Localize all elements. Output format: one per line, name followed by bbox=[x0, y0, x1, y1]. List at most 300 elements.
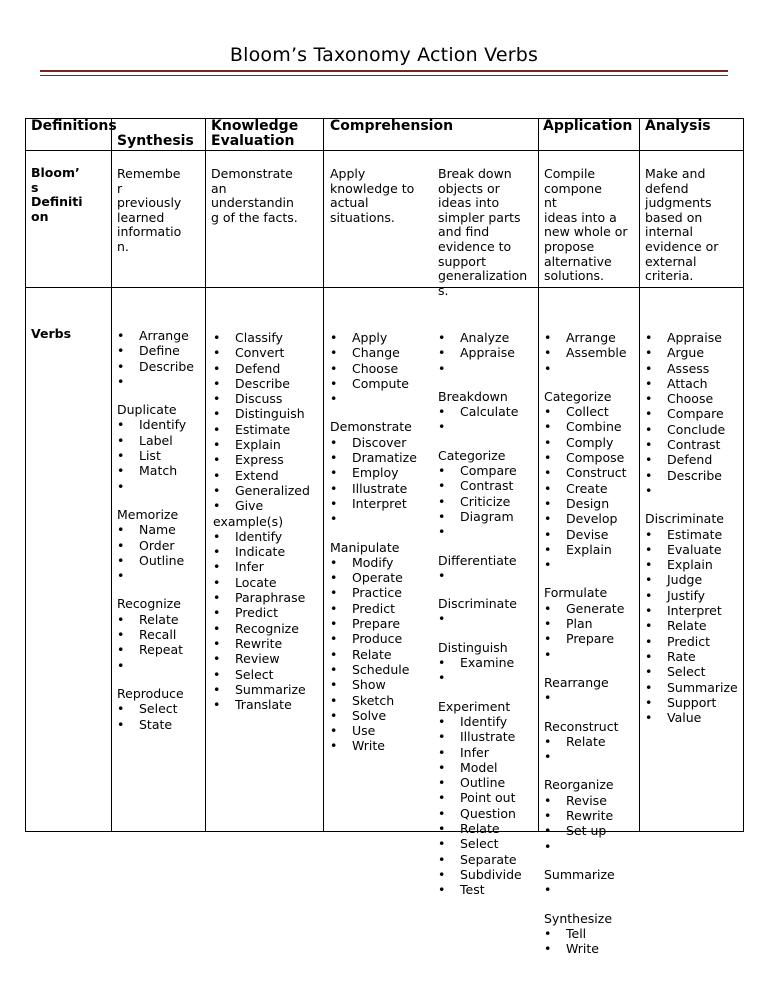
bullet-icon: • bbox=[438, 611, 446, 627]
bullet-icon: • bbox=[544, 749, 552, 765]
bullet-icon: • bbox=[213, 620, 221, 636]
verb-text: Judge bbox=[667, 572, 703, 588]
verb-text: Describe bbox=[235, 375, 290, 391]
verb-list-item bbox=[438, 478, 522, 493]
bullet-icon: • bbox=[544, 480, 552, 496]
definition-line: previously bbox=[117, 195, 182, 211]
bullet-icon: • bbox=[213, 574, 221, 590]
list-gap bbox=[544, 662, 627, 675]
verb-text: Support bbox=[667, 694, 717, 710]
verb-text: Infer bbox=[235, 559, 264, 575]
verb-list-item bbox=[544, 601, 627, 616]
verb-list-item bbox=[438, 330, 522, 345]
verb-list-item bbox=[544, 616, 627, 631]
verb-list-item bbox=[330, 450, 417, 465]
verb-list-item bbox=[330, 496, 417, 511]
bullet-icon: • bbox=[544, 404, 552, 420]
verb-text: Summarize bbox=[667, 679, 738, 695]
list-gap bbox=[544, 898, 627, 911]
verb-list-item bbox=[117, 374, 194, 389]
verb-list-item bbox=[213, 330, 310, 345]
verb-list-item bbox=[645, 452, 738, 467]
verb-list-item bbox=[438, 494, 522, 509]
column-divider bbox=[538, 118, 539, 832]
verb-list-synthesis bbox=[117, 328, 194, 732]
bullet-icon: • bbox=[645, 679, 653, 695]
verb-text: State bbox=[139, 716, 173, 732]
verb-text: Select bbox=[139, 701, 178, 717]
bullet-icon: • bbox=[330, 661, 338, 677]
verb-list-item bbox=[117, 658, 194, 673]
verb-text: Select bbox=[667, 664, 706, 680]
verb-list-item bbox=[544, 465, 627, 480]
verb-list-item bbox=[645, 542, 738, 557]
definition-line: evidence or bbox=[645, 238, 719, 254]
verb-text: Relate bbox=[139, 611, 179, 627]
bullet-icon: • bbox=[645, 437, 653, 453]
verb-text: Describe bbox=[139, 358, 194, 374]
verb-list-item bbox=[438, 361, 522, 376]
verb-text: Modify bbox=[352, 554, 394, 570]
verb-text: Choose bbox=[352, 360, 399, 376]
bullet-icon: • bbox=[213, 360, 221, 376]
verb-text: Predict bbox=[667, 633, 711, 649]
bullet-icon: • bbox=[330, 375, 338, 391]
bullet-icon: • bbox=[544, 526, 552, 542]
verb-list-item bbox=[544, 882, 627, 897]
definition-line: n. bbox=[117, 238, 129, 254]
verb-list-item bbox=[645, 468, 738, 483]
list-gap bbox=[117, 673, 194, 686]
verb-list-item bbox=[213, 559, 310, 574]
verb-text: Justify bbox=[667, 587, 706, 603]
verb-text: Name bbox=[139, 522, 176, 538]
verb-list-item bbox=[213, 667, 310, 682]
verb-list-item bbox=[544, 419, 627, 434]
bullet-icon: • bbox=[330, 360, 338, 376]
verb-list-item bbox=[117, 612, 194, 627]
verb-text: Combine bbox=[566, 419, 622, 435]
list-gap bbox=[438, 583, 522, 596]
verb-text: Predict bbox=[235, 605, 279, 621]
definition-line: Apply bbox=[330, 166, 366, 181]
list-gap bbox=[117, 389, 194, 402]
verb-text: Recall bbox=[139, 627, 177, 643]
verb-list-item bbox=[117, 538, 194, 553]
verb-text: Generate bbox=[566, 600, 625, 616]
verb-group-label: Categorize bbox=[438, 447, 506, 463]
verb-text: Change bbox=[352, 345, 400, 361]
bullet-icon: • bbox=[213, 375, 221, 391]
bullet-icon: • bbox=[544, 495, 552, 511]
definition-line: Remembe bbox=[117, 166, 181, 181]
bullet-icon: • bbox=[213, 421, 221, 437]
bullet-icon: • bbox=[117, 448, 125, 464]
verb-group-label: Summarize bbox=[544, 866, 615, 882]
verb-list-item bbox=[330, 361, 417, 376]
verb-text: Explain bbox=[235, 437, 281, 453]
verb-text: Sketch bbox=[352, 692, 395, 708]
bullet-icon: • bbox=[330, 330, 338, 345]
verb-list-item bbox=[117, 553, 194, 568]
verb-text: Translate bbox=[235, 697, 292, 713]
bullet-icon: • bbox=[213, 605, 221, 621]
verb-list-item bbox=[117, 463, 194, 478]
column-divider bbox=[743, 118, 744, 832]
verb-list-item bbox=[213, 636, 310, 651]
bullet-icon: • bbox=[645, 375, 653, 391]
list-gap bbox=[330, 406, 417, 419]
bullet-icon: • bbox=[330, 345, 338, 361]
definition-line: propose bbox=[544, 238, 595, 254]
bullet-icon: • bbox=[330, 600, 338, 616]
bullet-icon: • bbox=[330, 646, 338, 662]
bullet-icon: • bbox=[645, 648, 653, 664]
verb-text: Evaluate bbox=[667, 541, 722, 557]
verb-list-item bbox=[330, 555, 417, 570]
verb-list-item bbox=[213, 452, 310, 467]
verb-list-item bbox=[213, 468, 310, 483]
verb-list-item bbox=[544, 823, 627, 838]
definition-line: based on bbox=[645, 209, 703, 225]
verb-text: Recognize bbox=[235, 620, 299, 636]
verb-list-item bbox=[544, 345, 627, 360]
bullet-icon: • bbox=[438, 345, 446, 361]
verb-text: Separate bbox=[460, 851, 517, 867]
bullet-icon: • bbox=[213, 482, 221, 498]
verb-group-label: Discriminate bbox=[438, 596, 517, 612]
verb-list-item bbox=[544, 690, 627, 705]
bullet-icon: • bbox=[330, 554, 338, 570]
verb-list-item bbox=[544, 793, 627, 808]
definition-cell-comprehension bbox=[330, 167, 414, 225]
verb-list-item bbox=[117, 417, 194, 432]
verb-list-item bbox=[645, 376, 738, 391]
verb-text: Compute bbox=[352, 375, 410, 391]
verb-list-evaluation bbox=[645, 330, 738, 725]
verb-list-item bbox=[544, 404, 627, 419]
verb-text: Select bbox=[235, 666, 274, 682]
verb-text: Illustrate bbox=[352, 480, 408, 496]
bullet-icon: • bbox=[213, 467, 221, 483]
definition-line: actual bbox=[330, 195, 369, 211]
verb-text: Match bbox=[139, 463, 178, 479]
definition-cell-knowledge bbox=[211, 167, 298, 225]
bullet-icon: • bbox=[117, 522, 125, 538]
definition-line: support bbox=[438, 253, 486, 269]
bullet-icon: • bbox=[438, 567, 446, 583]
definition-row-divider bbox=[25, 287, 744, 288]
verb-list-item bbox=[213, 575, 310, 590]
bullet-icon: • bbox=[117, 358, 125, 374]
verb-text: Develop bbox=[566, 511, 618, 527]
bullet-icon: • bbox=[213, 345, 221, 361]
verb-group-label: Discriminate bbox=[645, 511, 724, 527]
verb-list-item bbox=[330, 465, 417, 480]
column-divider bbox=[205, 118, 206, 832]
verb-text: Appraise bbox=[460, 345, 515, 361]
bullet-icon: • bbox=[645, 587, 653, 603]
verb-list-item bbox=[544, 926, 627, 941]
verb-text: Select bbox=[460, 836, 499, 852]
bullet-icon: • bbox=[438, 360, 446, 376]
verb-list-item bbox=[330, 570, 417, 585]
verb-list-item bbox=[330, 631, 417, 646]
definition-line: Demonstrate bbox=[211, 166, 293, 181]
verb-text: Contrast bbox=[460, 478, 514, 494]
bullet-icon: • bbox=[544, 616, 552, 632]
definition-cell-evaluation bbox=[645, 167, 718, 284]
definition-line: generalization bbox=[438, 268, 528, 284]
verb-text: Estimate bbox=[235, 421, 291, 437]
verb-group-label: Categorize bbox=[544, 388, 612, 404]
verb-list-item bbox=[213, 483, 310, 498]
verb-list-item bbox=[645, 527, 738, 542]
verb-text: Generalized bbox=[235, 482, 310, 498]
verb-list-item bbox=[544, 496, 627, 511]
verb-text: Arrange bbox=[566, 330, 616, 345]
verb-text: Relate bbox=[566, 733, 606, 749]
verb-list-item bbox=[645, 422, 738, 437]
definition-line: understandin bbox=[211, 195, 294, 211]
bullet-icon: • bbox=[645, 618, 653, 634]
verb-list-item bbox=[544, 839, 627, 854]
verb-group-label: Duplicate bbox=[117, 402, 177, 418]
bullet-icon: • bbox=[117, 478, 125, 494]
verb-group-label: Manipulate bbox=[330, 539, 400, 555]
bullet-icon: • bbox=[438, 524, 446, 540]
bullet-icon: • bbox=[438, 744, 446, 760]
verb-list-item bbox=[330, 708, 417, 723]
verb-list-item bbox=[330, 435, 417, 450]
verb-list-item bbox=[330, 616, 417, 631]
bullet-icon: • bbox=[330, 707, 338, 723]
verb-text: Contrast bbox=[667, 437, 721, 453]
verb-text: Estimate bbox=[667, 526, 723, 542]
verb-list-item bbox=[117, 701, 194, 716]
definition-line: alternative bbox=[544, 253, 612, 269]
bullet-icon: • bbox=[438, 805, 446, 821]
verb-text: Conclude bbox=[667, 421, 726, 437]
verb-list-item bbox=[438, 463, 522, 478]
verb-list-item bbox=[438, 670, 522, 685]
bullet-icon: • bbox=[213, 590, 221, 606]
bullet-icon: • bbox=[544, 511, 552, 527]
definition-cell-analysis bbox=[438, 167, 527, 298]
verb-list-item bbox=[645, 603, 738, 618]
verb-text: Devise bbox=[566, 526, 609, 542]
verb-list-item bbox=[544, 527, 627, 542]
verb-list-item bbox=[645, 695, 738, 710]
bullet-icon: • bbox=[330, 391, 338, 407]
verb-text: Diagram bbox=[460, 508, 514, 524]
verb-list-item bbox=[117, 328, 194, 343]
verb-list-item bbox=[330, 376, 417, 391]
verb-list-item bbox=[544, 450, 627, 465]
column-divider bbox=[25, 118, 26, 832]
list-gap bbox=[544, 572, 627, 585]
verb-text: Assess bbox=[667, 360, 710, 376]
verb-list-item bbox=[213, 437, 310, 452]
bullet-icon: • bbox=[213, 666, 221, 682]
bullet-icon: • bbox=[438, 790, 446, 806]
verb-list-item bbox=[438, 611, 522, 626]
verb-text: Extend bbox=[235, 467, 279, 483]
verb-list-item bbox=[645, 406, 738, 421]
list-gap bbox=[544, 854, 627, 867]
bullet-icon: • bbox=[117, 432, 125, 448]
verb-list-item bbox=[330, 662, 417, 677]
bullet-icon: • bbox=[645, 557, 653, 573]
verb-text: Discover bbox=[352, 434, 407, 450]
list-gap bbox=[117, 494, 194, 507]
verb-list-item bbox=[645, 437, 738, 452]
verb-text: Practice bbox=[352, 585, 402, 601]
verb-text: Revise bbox=[566, 792, 607, 808]
verb-text: Outline bbox=[139, 552, 185, 568]
header-definitions: Definitions bbox=[31, 118, 117, 134]
definition-line: Compile bbox=[544, 166, 596, 181]
verb-list-item bbox=[330, 330, 417, 345]
verb-list-item bbox=[544, 330, 627, 345]
verb-list-item bbox=[438, 729, 522, 744]
bullet-icon: • bbox=[330, 450, 338, 466]
bullet-icon: • bbox=[117, 328, 125, 343]
verb-list-item bbox=[544, 749, 627, 764]
bullet-icon: • bbox=[213, 498, 221, 514]
verb-list-item bbox=[117, 433, 194, 448]
verb-list-item bbox=[330, 481, 417, 496]
verb-list-item bbox=[213, 544, 310, 559]
bullet-icon: • bbox=[544, 330, 552, 345]
verb-group-label: Reorganize bbox=[544, 777, 614, 793]
bullet-icon: • bbox=[438, 836, 446, 852]
verb-list-item bbox=[330, 723, 417, 738]
bullet-icon: • bbox=[645, 633, 653, 649]
list-gap bbox=[438, 686, 522, 699]
bullet-icon: • bbox=[438, 866, 446, 882]
bullet-icon: • bbox=[438, 419, 446, 435]
definition-cell-synthesis bbox=[117, 167, 181, 255]
verb-text: Schedule bbox=[352, 661, 410, 677]
verb-list-item bbox=[645, 345, 738, 360]
verb-text: Attach bbox=[667, 375, 708, 391]
bullet-icon: • bbox=[645, 406, 653, 422]
verb-text: Compare bbox=[460, 463, 517, 479]
verb-text: Criticize bbox=[460, 493, 511, 509]
verb-list-item bbox=[330, 677, 417, 692]
verb-text: Subdivide bbox=[460, 866, 522, 882]
verb-text: Rewrite bbox=[235, 635, 283, 651]
verb-text: Write bbox=[352, 738, 386, 754]
header-row-divider bbox=[25, 150, 744, 151]
verb-text: Illustrate bbox=[460, 729, 516, 745]
definition-line: nt bbox=[544, 195, 557, 211]
verb-list-item bbox=[544, 647, 627, 662]
verb-text: Relate bbox=[667, 618, 707, 634]
verb-list-item bbox=[438, 821, 522, 836]
verb-list-item bbox=[544, 542, 627, 557]
bullet-icon: • bbox=[438, 493, 446, 509]
verb-list-item bbox=[213, 590, 310, 605]
verb-list-item bbox=[213, 605, 310, 620]
bullet-icon: • bbox=[117, 701, 125, 717]
verb-list-item bbox=[544, 941, 627, 956]
bullet-icon: • bbox=[544, 631, 552, 647]
verb-text: Define bbox=[139, 343, 180, 359]
list-gap bbox=[544, 376, 627, 389]
verb-list-item bbox=[117, 359, 194, 374]
bullet-icon: • bbox=[544, 838, 552, 854]
page-title: Bloom’s Taxonomy Action Verbs bbox=[229, 44, 539, 66]
verb-group-label: Memorize bbox=[117, 506, 179, 522]
header-knowledge: Knowledge bbox=[211, 118, 299, 134]
row-label-line: s bbox=[31, 179, 39, 195]
verb-list-item bbox=[117, 479, 194, 494]
bullet-icon: • bbox=[330, 465, 338, 481]
verb-list-item bbox=[213, 498, 310, 513]
bullet-icon: • bbox=[544, 541, 552, 557]
verb-text: Examine bbox=[460, 655, 515, 671]
verb-text: Discuss bbox=[235, 391, 283, 407]
bullet-icon: • bbox=[645, 710, 653, 726]
verb-list-item bbox=[438, 836, 522, 851]
bullet-icon: • bbox=[330, 570, 338, 586]
verb-text: Point out bbox=[460, 790, 516, 806]
verb-text: Rate bbox=[667, 648, 696, 664]
verb-list-item bbox=[544, 435, 627, 450]
verb-text: Tell bbox=[566, 925, 587, 941]
bullet-icon: • bbox=[645, 330, 653, 345]
verb-text: Explain bbox=[667, 557, 713, 573]
verb-list-item bbox=[544, 481, 627, 496]
verb-list-item bbox=[438, 345, 522, 360]
row-label-line: Definiti bbox=[31, 194, 83, 210]
definition-line: Make and bbox=[645, 166, 706, 181]
verb-list-item bbox=[330, 738, 417, 753]
definition-line: situations. bbox=[330, 209, 395, 225]
verb-text: Give bbox=[235, 498, 264, 514]
verb-list-item bbox=[213, 529, 310, 544]
verb-text: Use bbox=[352, 723, 376, 739]
verb-list-item bbox=[544, 557, 627, 572]
verb-list-item bbox=[645, 572, 738, 587]
definition-line: g of the facts. bbox=[211, 209, 298, 225]
list-gap bbox=[330, 527, 417, 540]
verb-list-item bbox=[330, 647, 417, 662]
bullet-icon: • bbox=[213, 559, 221, 575]
verb-text: Argue bbox=[667, 345, 705, 361]
verb-text: Distinguish bbox=[235, 406, 305, 422]
verb-group-label: Distinguish bbox=[438, 639, 508, 655]
bullet-icon: • bbox=[117, 373, 125, 389]
verb-text: Set up bbox=[566, 823, 607, 839]
bullet-icon: • bbox=[645, 452, 653, 468]
bullet-icon: • bbox=[213, 452, 221, 468]
bullet-icon: • bbox=[544, 882, 552, 898]
definition-line: compone bbox=[544, 180, 602, 196]
definition-line: new whole or bbox=[544, 224, 628, 240]
bullet-icon: • bbox=[645, 345, 653, 361]
list-gap bbox=[438, 376, 522, 389]
bullet-icon: • bbox=[544, 600, 552, 616]
verb-group-label: Reproduce bbox=[117, 685, 184, 701]
bullet-icon: • bbox=[645, 360, 653, 376]
verb-text: Value bbox=[667, 710, 702, 726]
definition-line: evidence to bbox=[438, 238, 512, 254]
bullet-icon: • bbox=[544, 419, 552, 435]
bullet-icon: • bbox=[330, 616, 338, 632]
